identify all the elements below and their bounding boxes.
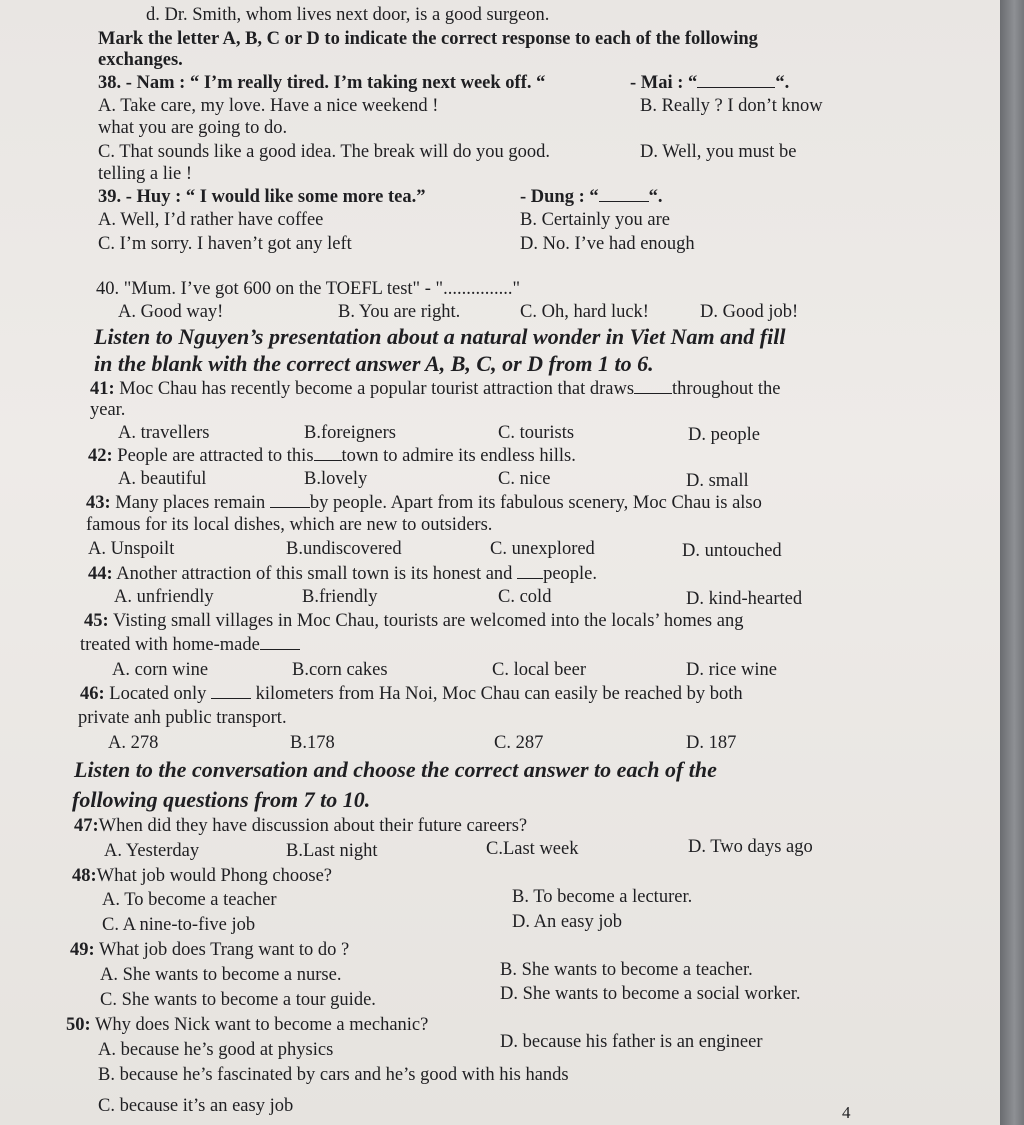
q47-option-b: B.Last night: [286, 841, 378, 861]
q42-option-c: C. nice: [498, 469, 551, 489]
q45-option-d: D. rice wine: [686, 660, 777, 680]
q38-option-a: A. Take care, my love. Have a nice weekend !: [98, 96, 439, 116]
q46-option-b: B.178: [290, 733, 335, 753]
q43-stem: 43: Many places remain by people. Apart from its fabulous scenery, Moc Chau is also: [86, 493, 762, 513]
q49-option-b: B. She wants to become a teacher.: [500, 960, 753, 980]
q49-option-d: D. She wants to become a social worker.: [500, 984, 801, 1004]
q38-option-d-cont: telling a lie !: [98, 164, 193, 184]
q50-option-c: C. because it’s an easy job: [98, 1096, 294, 1116]
section1-instruction: Mark the letter A, B, C or D to indicate the correct response to each of the following: [98, 29, 758, 49]
q44-option-a: A. unfriendly: [114, 587, 214, 607]
q40-option-b: B. You are right.: [338, 302, 461, 322]
q40-stem: 40. "Mum. I’ve got 600 on the TOEFL test" - "...............": [96, 279, 520, 299]
q44-option-b: B.friendly: [302, 587, 378, 607]
q45-stem-cont: treated with home-made: [80, 634, 300, 656]
q47-option-a: A. Yesterday: [104, 841, 200, 861]
background-edge: [1000, 0, 1024, 1125]
q43-option-d: D. untouched: [682, 541, 782, 561]
q39-option-a: A. Well, I’d rather have coffee: [98, 210, 324, 230]
q39-option-b: B. Certainly you are: [520, 210, 671, 230]
q47-option-d: D. Two days ago: [688, 837, 813, 857]
q38-option-b: B. Really ? I don’t know: [640, 96, 823, 116]
section3-instruction-cont: following questions from 7 to 10.: [72, 787, 371, 812]
option-d-prev: d. Dr. Smith, whom lives next door, is a good surgeon.: [146, 5, 550, 25]
q38-option-d: D. Well, you must be: [640, 142, 797, 162]
q48-stem: 48:What job would Phong choose?: [72, 866, 332, 886]
q41-option-c: C. tourists: [498, 423, 575, 443]
q41-option-b: B.foreigners: [304, 423, 396, 443]
q40-option-a: A. Good way!: [118, 302, 224, 322]
q46-stem: 46: Located only kilometers from Ha Noi, Moc Chau can easily be reached by both: [80, 684, 743, 704]
q39-response: - Dung : “ “.: [520, 187, 663, 207]
q48-option-d: D. An easy job: [512, 912, 622, 932]
q43-option-b: B.undiscovered: [286, 539, 402, 559]
q41-option-a: A. travellers: [118, 423, 210, 443]
q50-option-d: D. because his father is an engineer: [500, 1032, 763, 1052]
q47-option-c: C.Last week: [486, 839, 579, 859]
page-number: 4: [842, 1103, 851, 1122]
q44-stem: 44: Another attraction of this small town is its honest and people.: [88, 564, 597, 584]
q43-option-c: C. unexplored: [490, 539, 595, 559]
q38-stem: 38. - Nam : “ I’m really tired. I’m taking next week off. “: [98, 73, 546, 93]
q46-option-a: A. 278: [108, 733, 159, 753]
q45-option-c: C. local beer: [492, 660, 586, 680]
q41-stem: 41: Moc Chau has recently become a popular tourist attraction that draws throughout the: [90, 379, 781, 399]
q50-option-a: A. because he’s good at physics: [98, 1040, 334, 1060]
q46-option-d: D. 187: [686, 733, 737, 753]
q41-stem-cont: year.: [90, 400, 126, 420]
q50-option-b: B. because he’s fascinated by cars and he’s good with his hands: [98, 1065, 569, 1085]
section2-instruction-cont: in the blank with the correct answer A, B, C, or D from 1 to 6.: [94, 351, 654, 376]
q45-stem: 45: Visting small villages in Moc Chau, tourists are welcomed into the locals’ homes ang: [84, 611, 744, 631]
q49-stem: 49: What job does Trang want to do ?: [70, 940, 350, 960]
q43-stem-cont: famous for its local dishes, which are new to outsiders.: [86, 515, 493, 535]
q42-option-a: A. beautiful: [118, 469, 207, 489]
q39-option-d: D. No. I’ve had enough: [520, 234, 695, 254]
q39-stem: 39. - Huy : “ I would like some more tea.”: [98, 187, 426, 207]
section2-instruction: Listen to Nguyen’s presentation about a natural wonder in Viet Nam and fill: [94, 324, 786, 349]
q44-option-d: D. kind-hearted: [686, 589, 803, 609]
q38-option-c: C. That sounds like a good idea. The break will do you good.: [98, 142, 550, 162]
q48-option-c: C. A nine-to-five job: [102, 915, 256, 935]
q49-option-c: C. She wants to become a tour guide.: [100, 990, 376, 1010]
q42-option-d: D. small: [686, 471, 749, 491]
q38-option-b-cont: what you are going to do.: [98, 118, 288, 138]
q48-option-a: A. To become a teacher: [102, 890, 277, 910]
q45-option-a: A. corn wine: [112, 660, 209, 680]
q39-option-c: C. I’m sorry. I haven’t got any left: [98, 234, 352, 254]
q46-stem-cont: private anh public transport.: [78, 708, 287, 728]
q41-option-d: D. people: [688, 425, 760, 445]
q45-option-b: B.corn cakes: [292, 660, 388, 680]
q50-stem: 50: Why does Nick want to become a mechanic?: [66, 1015, 429, 1035]
q40-option-d: D. Good job!: [700, 302, 799, 322]
q49-option-a: A. She wants to become a nurse.: [100, 965, 342, 985]
section1-instruction-cont: exchanges.: [98, 50, 183, 70]
q43-option-a: A. Unspoilt: [88, 539, 175, 559]
q42-option-b: B.lovely: [304, 469, 368, 489]
q38-response: - Mai : “ “.: [630, 73, 790, 93]
q46-option-c: C. 287: [494, 733, 544, 753]
q44-option-c: C. cold: [498, 587, 552, 607]
q40-option-c: C. Oh, hard luck!: [520, 302, 649, 322]
q48-option-b: B. To become a lecturer.: [512, 887, 693, 907]
q42-stem: 42: People are attracted to this town to admire its endless hills.: [88, 446, 576, 466]
section3-instruction: Listen to the conversation and choose the correct answer to each of the: [74, 757, 717, 782]
q47-stem: 47:When did they have discussion about their future careers?: [74, 816, 528, 836]
